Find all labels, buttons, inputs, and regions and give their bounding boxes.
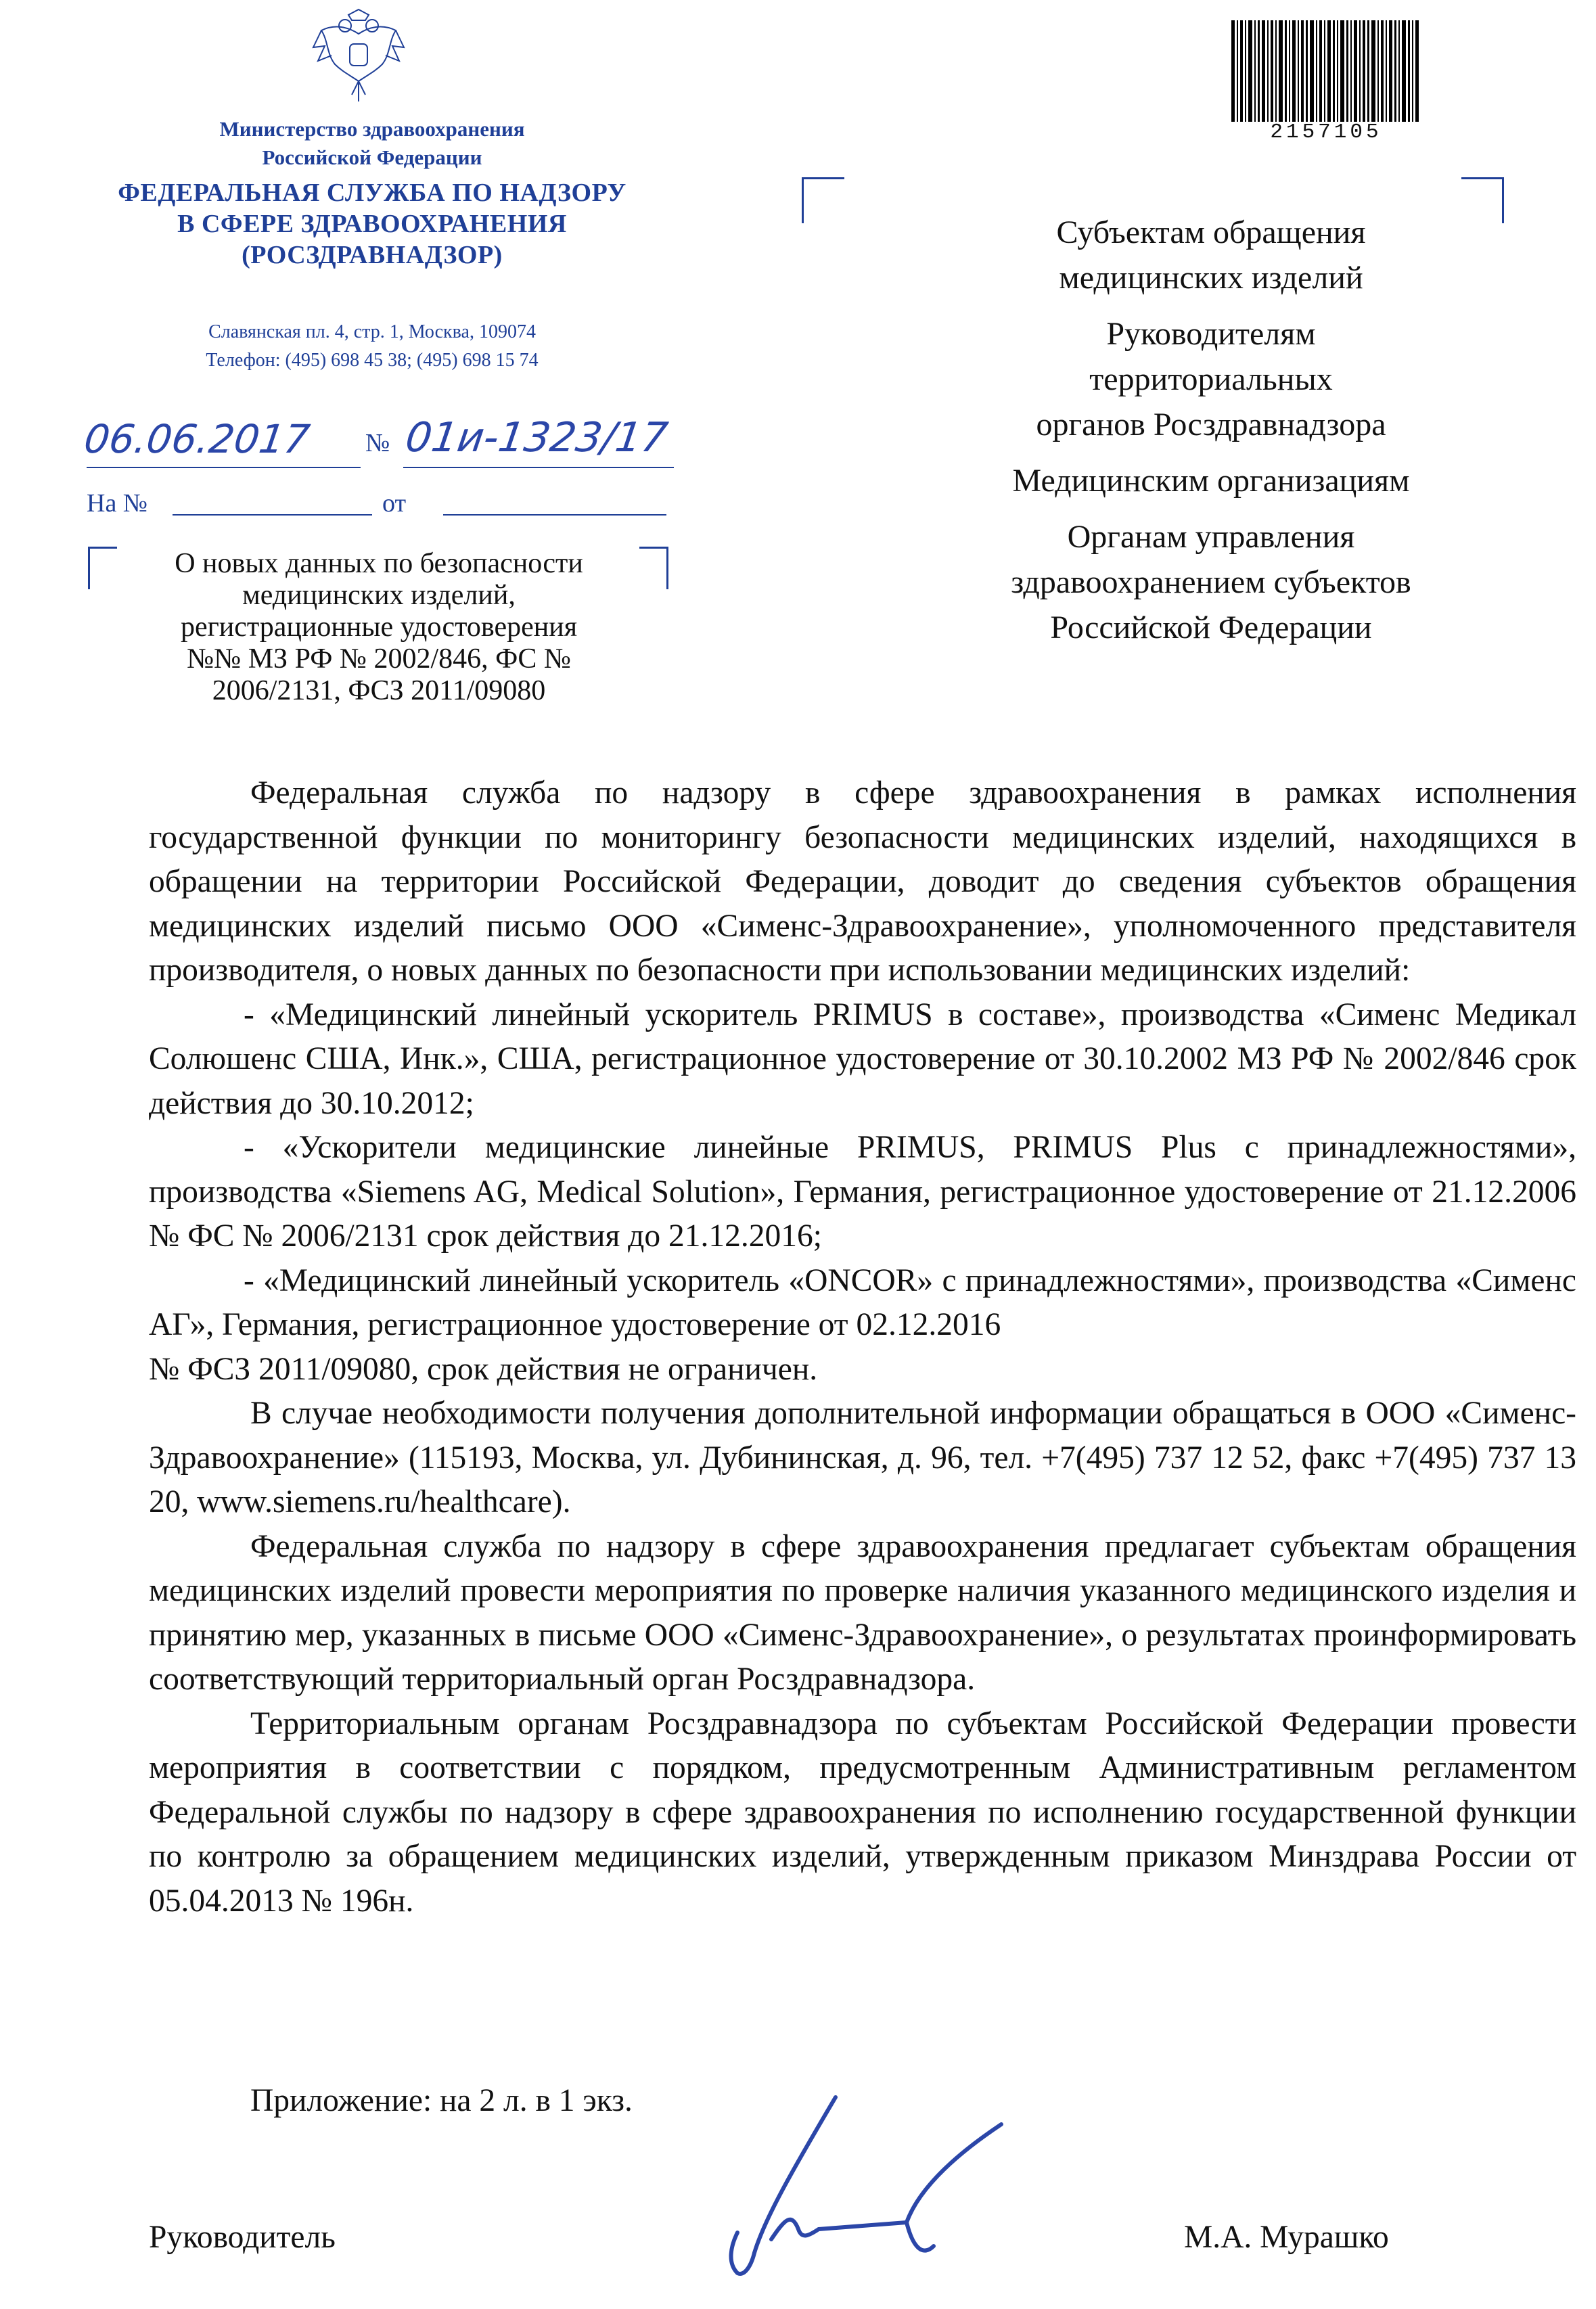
in-reply-to-label: На № (87, 489, 148, 518)
addressee-4-line-3: Российской Федерации (1050, 610, 1372, 645)
ministry-name (101, 115, 643, 172)
subject-bracket-right (639, 547, 668, 589)
letter-body (149, 771, 1576, 1923)
addressee-1-line-2: медицинских изделий (1059, 260, 1363, 296)
phone: Телефон: (495) 698 45 38; (495) 698 15 74 (206, 350, 539, 371)
signer-name: М.А. Мурашко (1184, 2220, 1389, 2255)
addressee-3 (880, 458, 1543, 503)
body-paragraph-3: Федеральная служба по надзору в сфере здравоохранения предлагает субъектам обращения медицинских изделий провести мероприятия по проверке наличия указанного медицинского изделия и принятию мер, указанных в письме ООО «Сименс-Здравоохранение», о результатах проинформировать соответствующий территориальный орган Росздравнадзора. (149, 1528, 1576, 1697)
addressee-2 (880, 311, 1543, 447)
addressee-1 (880, 210, 1543, 300)
device-item-1: - «Медицинский линейный ускоритель PRIMUS в составе», производства «Сименс Медикал Солюшенс США, Инк.», США, регистрационное удостоверение от 30.10.2002 МЗ РФ № 2002/846 срок действия до 30.10.2012; (149, 997, 1576, 1121)
addressee-list (880, 210, 1543, 661)
contact-block (101, 318, 643, 375)
attachment-note: Приложение: на 2 л. в 1 экз. (250, 2083, 633, 2118)
addressee-3-line-1: Медицинским организациям (1012, 463, 1410, 499)
service-name (68, 177, 677, 271)
addressee-4-line-2: здравоохранением субъектов (1011, 564, 1411, 600)
address: Славянская пл. 4, стр. 1, Москва, 109074 (208, 321, 536, 342)
addressee-2-line-1: Руководителям (1106, 316, 1316, 352)
subject-line-2: медицинских изделий, (242, 580, 516, 611)
in-reply-to-line (173, 514, 372, 516)
device-item-3: - «Медицинский линейный ускоритель «ONCOR» с принадлежностями», производства «Сименс АГ», Германия, регистрационное удостоверение от 02.12.2016 (149, 1262, 1576, 1342)
addressee-4 (880, 514, 1543, 650)
signer-title: Руководитель (149, 2220, 336, 2255)
ministry-line-2: Российской Федерации (262, 145, 482, 169)
handwritten-signature (690, 2084, 1069, 2287)
subject-line-3: регистрационные удостоверения (180, 612, 578, 643)
subject-line-1: О новых данных по безопасности (175, 548, 583, 579)
addressee-1-line-1: Субъектам обращения (1056, 214, 1366, 250)
letter-number-label: № (365, 429, 390, 457)
letter-number: 01и-1323/17 (403, 414, 671, 461)
coat-of-arms-emblem (308, 7, 409, 115)
addressee-4-line-1: Органам управления (1067, 519, 1355, 555)
subject-bracket-left (88, 547, 117, 589)
from-date-line (443, 514, 666, 516)
from-date-label: от (382, 489, 407, 518)
service-line-3: (РОСЗДРАВНАДЗОР) (242, 241, 503, 269)
device-item-3-continued: № ФСЗ 2011/09080, срок действия не ограничен. (149, 1351, 818, 1387)
letter-subject (115, 548, 643, 707)
body-paragraph-4: Территориальным органам Росздравнадзора по субъектам Российской Федерации провести мероприятия в соответствии с порядком, предусмотренным Административным регламентом Федеральной службы по надзору в сфере здравоохранения по исполнению государственной функции по контролю за обращением медицинских изделий, утвержденным приказом Минздрава России от 05.04.2013 № 196н. (149, 1706, 1576, 1919)
barcode-number: 2157105 (1270, 120, 1382, 144)
date-underline (87, 467, 361, 468)
letter-date: 06.06.2017 (81, 416, 313, 462)
ministry-line-1: Министерство здравоохранения (219, 117, 525, 141)
number-underline (403, 467, 674, 468)
device-item-2: - «Ускорители медицинские линейные PRIMUS, PRIMUS Plus с принадлежностями», производства «Siemens AG, Medical Solution», Германия, регистрационное удостоверение от 21.12.2006 № ФС № 2006/2131 срок действия до 21.12.2016; (149, 1130, 1576, 1254)
addressee-2-line-2: территориальных (1089, 361, 1333, 397)
service-line-2: В СФЕРЕ ЗДРАВООХРАНЕНИЯ (177, 210, 567, 238)
barcode (1231, 20, 1421, 122)
addressee-bracket-left (802, 177, 844, 223)
service-line-1: ФЕДЕРАЛЬНАЯ СЛУЖБА ПО НАДЗОРУ (118, 179, 626, 207)
body-paragraph-1: Федеральная служба по надзору в сфере здравоохранения в рамках исполнения государственной функции по мониторингу безопасности медицинских изделий, находящихся в обращении на территории Российской Федерации, доводит до сведения субъектов обращения медицинских изделий письмо ООО «Сименс-Здравоохранение», уполномоченного представителя производителя, о новых данных по безопасности при использовании медицинских изделий: (149, 775, 1576, 988)
addressee-2-line-3: органов Росздравнадзора (1036, 407, 1386, 442)
subject-line-5: 2006/2131, ФСЗ 2011/09080 (212, 675, 546, 706)
body-paragraph-2: В случае необходимости получения дополнительной информации обращаться в ООО «Сименс-Здравоохранение» (115193, Москва, ул. Дубининская, д. 96, тел. +7(495) 737 12 52, факс +7(495) 737 13 20, www.siemens.ru/healthcare). (149, 1396, 1576, 1519)
subject-line-4: №№ МЗ РФ № 2002/846, ФС № (187, 643, 571, 675)
